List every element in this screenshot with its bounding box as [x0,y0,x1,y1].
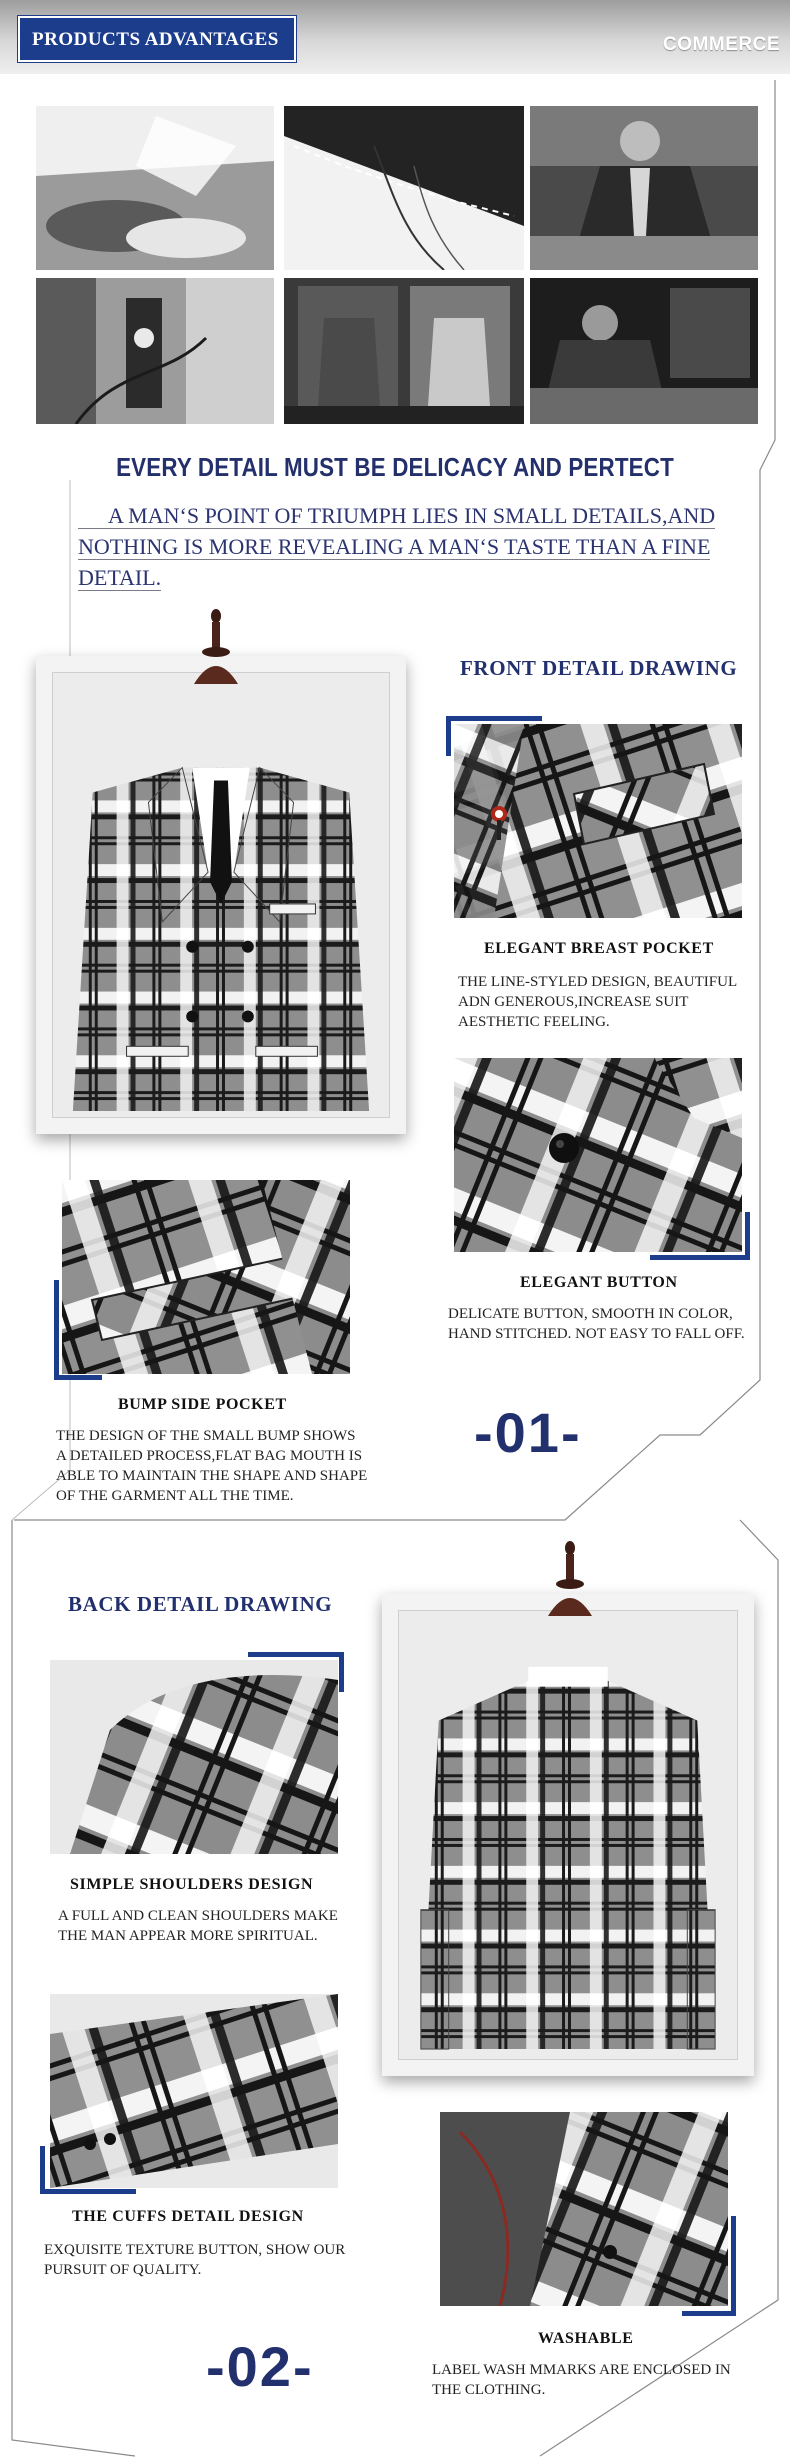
button-title: ELEGANT BUTTON [520,1274,678,1291]
photo-stitching [284,106,524,270]
side-pocket-title: BUMP SIDE POCKET [118,1396,287,1413]
corner-accent [40,2146,136,2194]
breast-pocket-title: ELEGANT BREAST POCKET [484,940,714,957]
tie-pin-icon [484,802,514,842]
cuffs-text [44,2240,374,2280]
washable-title: WASHABLE [538,2330,634,2347]
photo-tailor-chalk [36,106,274,270]
back-section-title: BACK DETAIL DRAWING [68,1592,333,1616]
headline: EVERY DETAIL MUST BE DELICACY AND PERTECT [116,452,674,482]
photo-tailor-workshop [530,278,758,424]
back-suit-photo [382,1594,754,2076]
cuffs-title: THE CUFFS DETAIL DESIGN [72,2208,304,2225]
breast-pocket-photo [454,724,742,918]
breast-pocket-line-2: ADN GENEROUS,INCREASE SUIT [458,994,689,1010]
front-section-title: FRONT DETAIL DRAWING [460,656,738,680]
photo-tailor-at-work [530,106,758,270]
breast-pocket-line-1: THE LINE-STYLED DESIGN, BEAUTIFUL [458,974,738,990]
corner-accent [54,1280,102,1380]
cuffs-line-2: PURSUIT OF QUALITY. [44,2262,202,2278]
shoulders-title: SIMPLE SHOULDERS DESIGN [70,1876,314,1893]
side-pocket-text [56,1426,386,1506]
breast-pocket-line-3: AESTHETIC FEELING. [458,1014,610,1030]
side-pocket-line-2: A DETAILED PROCESS,FLAT BAG MOUTH IS [56,1448,363,1464]
button-line-2: HAND STITCHED. NOT EASY TO FALL OFF. [448,1326,745,1342]
side-pocket-line-4: OF THE GARMENT ALL THE TIME. [56,1488,294,1504]
corner-accent [650,1212,750,1260]
button-line-1: DELICATE BUTTON, SMOOTH IN COLOR, [448,1306,733,1322]
intro-line-1: A MAN‘S POINT OF TRIUMPH LIES IN SMALL DETAILS,AND [78,503,715,529]
brand-label: COMMERCE [663,34,780,55]
intro-paragraph [78,500,728,593]
mannequin-finial-icon [542,1540,598,1616]
shoulders-line-1: A FULL AND CLEAN SHOULDERS MAKE [58,1908,338,1924]
mannequin-finial-icon [188,608,244,684]
photo-sewing-machine [36,278,274,424]
section-number-01: -01- [474,1401,582,1464]
shoulders-text [58,1906,378,1946]
section-number-02: -02- [206,2335,314,2398]
shoulders-photo [50,1660,338,1854]
button-text [448,1304,768,1344]
washable-line-2: THE CLOTHING. [432,2382,546,2398]
side-pocket-line-1: THE DESIGN OF THE SMALL BUMP SHOWS [56,1428,356,1444]
washable-text [432,2360,762,2400]
cuffs-line-1: EXQUISITE TEXTURE BUTTON, SHOW OUR [44,2242,346,2258]
front-suit-photo [36,656,406,1134]
breast-pocket-text [458,972,758,1032]
intro-line-3: DETAIL. [78,565,162,590]
photo-suit-display [284,278,524,424]
intro-line-2: NOTHING IS MORE REVEALING A MAN‘S TASTE THAN A FINE [78,534,711,559]
shoulders-line-2: THE MAN APPEAR MORE SPIRITUAL. [58,1928,318,1944]
side-pocket-photo [62,1180,350,1374]
section-tab-label: PRODUCTS ADVANTAGES [32,29,279,50]
corner-accent [682,2216,736,2316]
washable-line-1: LABEL WASH MMARKS ARE ENCLOSED IN [432,2362,731,2378]
side-pocket-line-3: ABLE TO MAINTAIN THE SHAPE AND SHAPE [56,1468,368,1484]
